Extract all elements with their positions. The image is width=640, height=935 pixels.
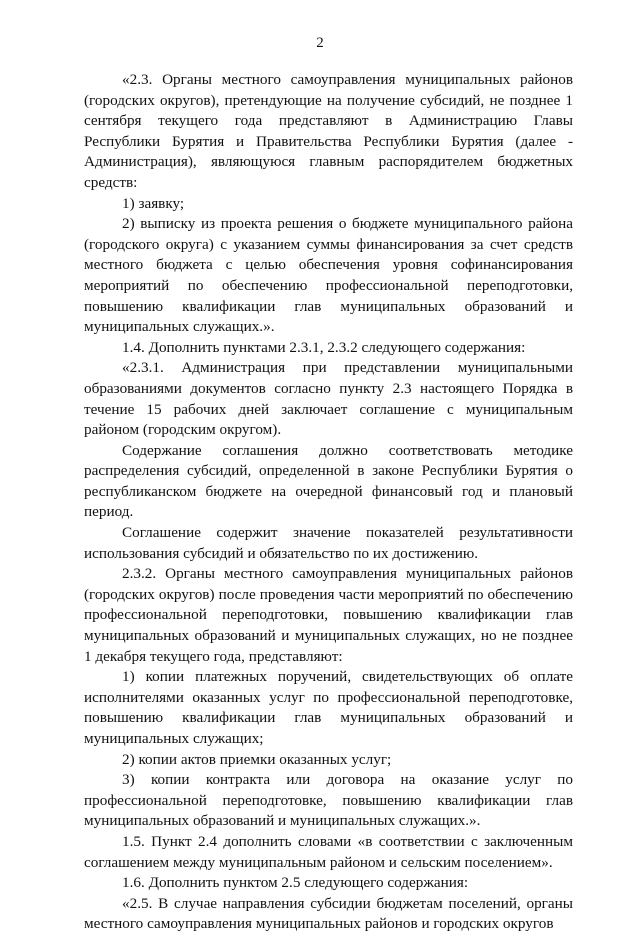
paragraph-item-1: 1) заявку; (122, 194, 185, 212)
paragraph-copies-acts: 2) копии актов приемки оказанных услуг; (122, 750, 392, 768)
page-number: 2 (316, 35, 324, 51)
paragraph-2-5: «2.5. В случае направления субсидии бюджетам поселений, органы местного самоуправления муниципальных районов и городских округов (84, 894, 573, 933)
paragraph-1-6: 1.6. Дополнить пунктом 2.5 следующего содержания: (122, 874, 469, 892)
paragraph-1-5: 1.5. Пункт 2.4 дополнить словами «в соответствии с заключенным соглашением между муниципальным районом и сельским поселением». (84, 832, 573, 871)
paragraph-1-4: 1.4. Дополнить пунктами 2.3.1, 2.3.2 следующего содержания: (122, 338, 526, 356)
paragraph-agreement-indicators: Соглашение содержит значение показателей результативности использования субсидий и обязательство по их достижению. (84, 524, 573, 562)
paragraph-agreement-content: Содержание соглашения должно соответствовать методике распределения субсидий, определенной в законе Республики Бурятия о республиканском бюджете на очередной финансовый год и плановый период. (84, 441, 573, 521)
paragraph-copies-contract: 3) копии контракта или договора на оказание услуг по профессиональной переподготовке, повышению квалификации глав муниципальных образований и муниципальных служащих.». (84, 771, 573, 830)
paragraph-2-3: «2.3. Органы местного самоуправления муниципальных районов (городских округов), претендующие на получение субсидий, не позднее 1 сентября текущего года представляют в Администрацию Главы Республики Бурятия и Правительства Республики Бурятия (далее - Администрация), являющуюся главным распорядителем бюджетных средств: (84, 71, 573, 191)
paragraph-2-3-1: «2.3.1. Администрация при представлении муниципальными образованиями документов согласно пункту 2.3 настоящего Порядка в течение 15 рабочих дней заключает соглашение с муниципальным районом (городским округом). (84, 359, 573, 439)
paragraph-2-3-2: 2.3.2. Органы местного самоуправления муниципальных районов (городских округов) после проведения части мероприятий по обеспечению профессиональной переподготовки, повышению квалификации глав муниципальных образований и муниципальных служащих, но не позднее 1 декабря текущего года, представляют: (84, 565, 573, 665)
paragraph-copies-payments: 1) копии платежных поручений, свидетельствующих об оплате исполнителями оказанных услуг по профессиональной переподготовке, повышению квалификации глав муниципальных образований и муниципальных служащих; (84, 668, 573, 747)
paragraph-item-2: 2) выписку из проекта решения о бюджете муниципального района (городского округа) с указанием суммы финансирования за счет средств местного бюджета с целью обеспечения уровня софинансирования мероприятий по обеспечению профессиональной переподготовки, повышению квалификации глав муниципальных образований и муниципальных служащих.». (84, 215, 573, 336)
document-body (84, 70, 573, 935)
